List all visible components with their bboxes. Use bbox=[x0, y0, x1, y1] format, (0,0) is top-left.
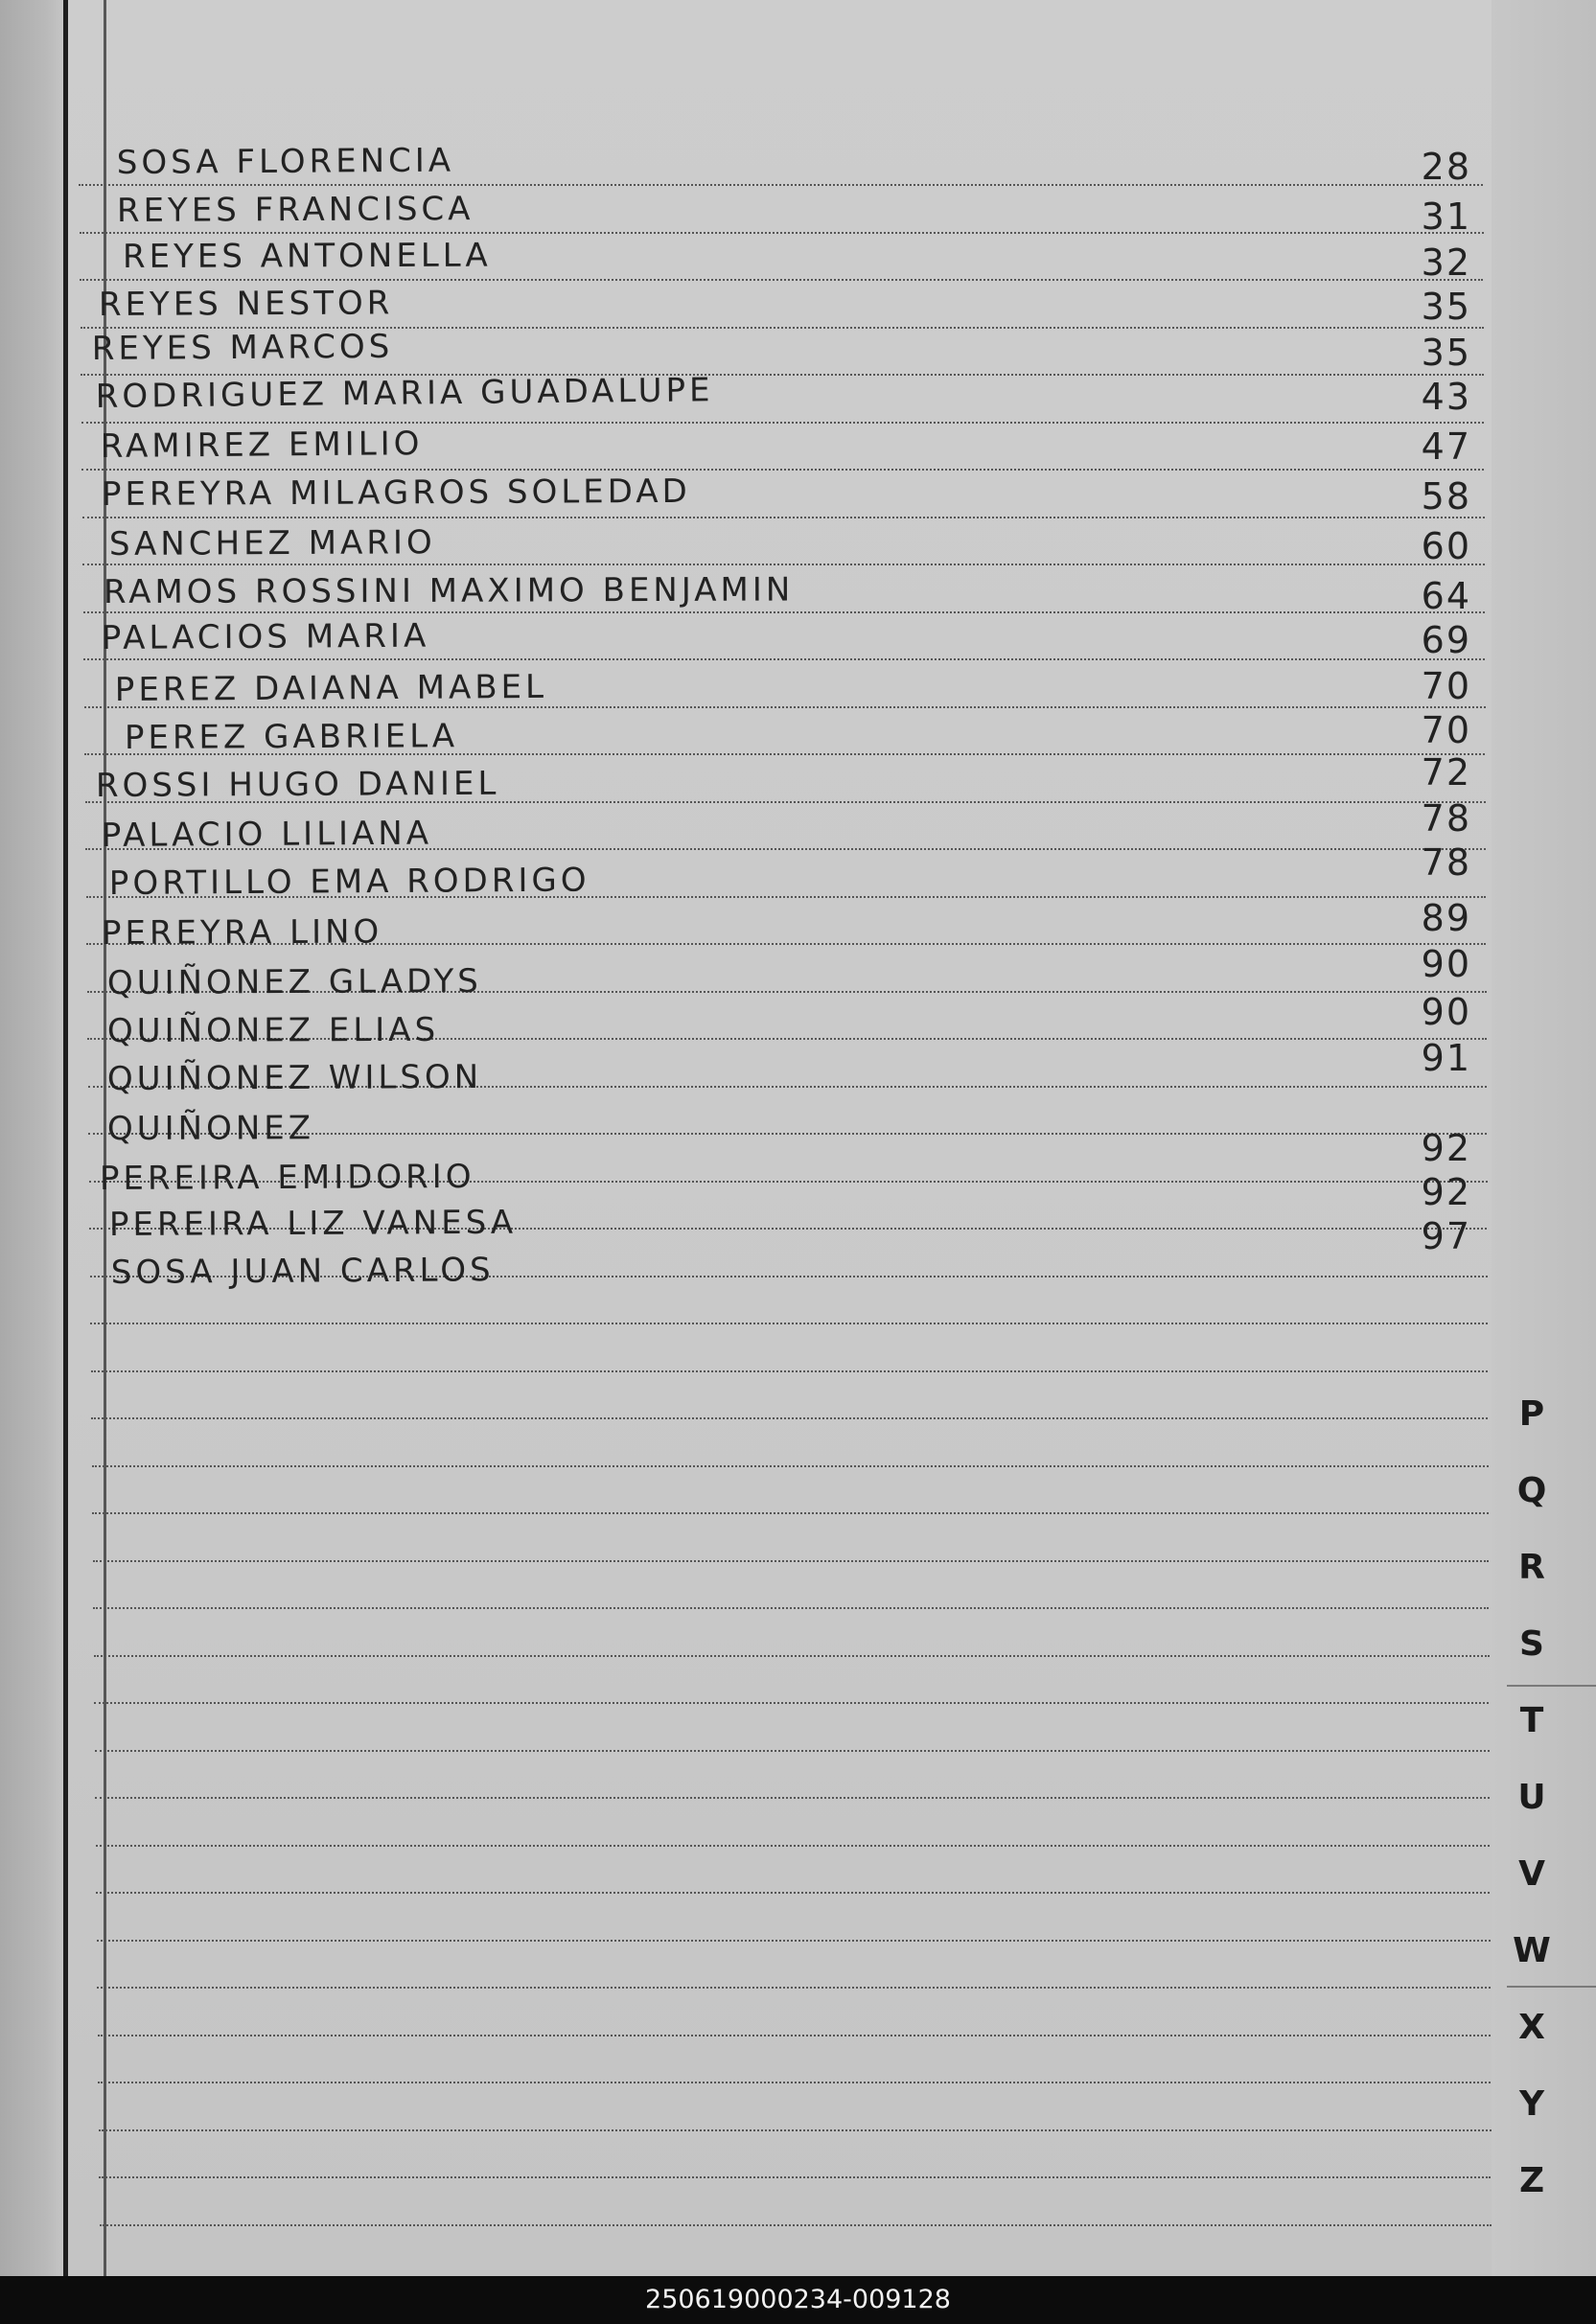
entry-page-number: 32 bbox=[1421, 242, 1471, 284]
entry-name: QUIÑONEZ GLADYS bbox=[106, 961, 482, 1002]
entry-page-number: 35 bbox=[1421, 286, 1471, 328]
entry-page-number: 69 bbox=[1421, 619, 1471, 661]
ruled-line bbox=[97, 1987, 1491, 1989]
entry-name: PEREZ GABRIELA bbox=[124, 717, 459, 757]
ruled-line bbox=[99, 2129, 1492, 2131]
entry-name: ROSSI HUGO DANIEL bbox=[95, 764, 500, 805]
entry-page-number: 72 bbox=[1421, 751, 1471, 794]
index-tab-letter[interactable]: Y bbox=[1518, 2084, 1545, 2124]
tab-divider bbox=[1507, 1685, 1596, 1687]
index-tab-letter[interactable]: S bbox=[1519, 1624, 1544, 1664]
binding-spine bbox=[63, 0, 68, 2276]
entry-name: RAMOS ROSSINI MAXIMO BENJAMIN bbox=[103, 570, 795, 611]
ruled-line bbox=[97, 1940, 1491, 1942]
ruled-line bbox=[95, 1750, 1490, 1752]
index-tab-letter[interactable]: X bbox=[1518, 2008, 1545, 2047]
entry-page-number: 35 bbox=[1421, 332, 1471, 374]
entry-page-number: 91 bbox=[1421, 1037, 1471, 1079]
entry-page-number: 90 bbox=[1421, 991, 1471, 1033]
entry-page-number: 78 bbox=[1421, 841, 1471, 884]
entry-name: RAMIREZ EMILIO bbox=[100, 425, 424, 466]
ruled-line bbox=[80, 232, 1484, 234]
entry-page-number: 64 bbox=[1421, 575, 1471, 617]
entry-name: QUIÑONEZ ELIAS bbox=[106, 1010, 440, 1050]
document-code: 250619000234-009128 bbox=[645, 2285, 951, 2314]
entry-name: REYES NESTOR bbox=[98, 284, 394, 324]
entry-name: REYES FRANCISCA bbox=[116, 190, 474, 230]
page-left-margin bbox=[0, 0, 65, 2276]
entry-name: QUIÑONEZ WILSON bbox=[106, 1057, 483, 1098]
entry-name: PORTILLO EMA RODRIGO bbox=[108, 861, 590, 903]
ruled-line bbox=[83, 611, 1485, 613]
index-tab-letter[interactable]: V bbox=[1518, 1854, 1545, 1894]
ruled-line bbox=[80, 279, 1483, 281]
entry-page-number: 90 bbox=[1421, 943, 1471, 985]
ruled-line bbox=[100, 2224, 1492, 2226]
ruled-line bbox=[82, 517, 1485, 518]
index-tab-letter[interactable]: Z bbox=[1518, 2161, 1545, 2200]
entry-name: REYES MARCOS bbox=[91, 327, 394, 368]
entry-name: SANCHEZ MARIO bbox=[108, 523, 436, 564]
entry-page-number: 78 bbox=[1421, 797, 1471, 840]
ruled-line bbox=[92, 1512, 1489, 1514]
index-tab-letter[interactable]: Q bbox=[1516, 1471, 1547, 1510]
ruled-line bbox=[83, 658, 1485, 660]
ruled-line bbox=[90, 1323, 1488, 1324]
entry-name: PEREIRA LIZ VANESA bbox=[108, 1203, 518, 1244]
entry-name: PALACIOS MARIA bbox=[101, 616, 430, 657]
ruled-line bbox=[99, 2176, 1491, 2178]
ruled-line bbox=[79, 184, 1483, 186]
index-tab-letter[interactable]: T bbox=[1519, 1701, 1544, 1740]
entry-page-number: 70 bbox=[1421, 709, 1471, 751]
index-tab-letter[interactable]: W bbox=[1513, 1931, 1551, 1970]
entry-page-number: 58 bbox=[1421, 475, 1471, 518]
entry-name: RODRIGUEZ MARIA GUADALUPE bbox=[95, 371, 714, 416]
entry-page-number: 70 bbox=[1421, 665, 1471, 707]
entry-name: REYES ANTONELLA bbox=[122, 236, 492, 276]
index-tab-letter[interactable]: U bbox=[1517, 1778, 1546, 1817]
ruled-line bbox=[94, 1702, 1489, 1704]
index-tab-letter[interactable]: R bbox=[1518, 1548, 1545, 1587]
entry-page-number: 97 bbox=[1421, 1215, 1471, 1257]
entry-page-number: 89 bbox=[1421, 897, 1471, 939]
ruled-line bbox=[96, 1845, 1490, 1847]
ruled-line bbox=[81, 422, 1484, 424]
entry-page-number: 31 bbox=[1421, 196, 1471, 238]
entry-name: PEREYRA LINO bbox=[101, 912, 383, 953]
entry-name: PEREIRA EMIDORIO bbox=[99, 1157, 475, 1198]
entry-name: PALACIO LILIANA bbox=[101, 814, 433, 855]
entry-page-number: 47 bbox=[1421, 426, 1471, 468]
ruled-line bbox=[95, 1797, 1490, 1799]
entry-page-number: 28 bbox=[1421, 146, 1471, 188]
ruled-line bbox=[96, 1892, 1490, 1894]
ruled-line bbox=[81, 469, 1484, 471]
entry-page-number: 60 bbox=[1421, 525, 1471, 567]
entry-page-number: 92 bbox=[1421, 1171, 1471, 1213]
index-tab-letter[interactable]: P bbox=[1518, 1394, 1545, 1434]
entry-name: PEREYRA MILAGROS SOLEDAD bbox=[101, 472, 691, 514]
ruled-line bbox=[82, 564, 1485, 565]
entry-name: QUIÑONEZ bbox=[106, 1109, 315, 1148]
entry-page-number: 43 bbox=[1421, 376, 1471, 418]
ruled-line bbox=[91, 1370, 1488, 1372]
entry-page-number: 92 bbox=[1421, 1127, 1471, 1169]
entry-name: PEREZ DAIANA MABEL bbox=[114, 667, 548, 709]
ruled-line bbox=[98, 2035, 1491, 2036]
ruled-line bbox=[92, 1465, 1489, 1467]
entry-name: SOSA JUAN CARLOS bbox=[110, 1251, 495, 1292]
ruled-line bbox=[98, 2082, 1491, 2083]
tab-divider bbox=[1507, 1986, 1596, 1988]
ruled-line bbox=[93, 1560, 1489, 1562]
ruled-line bbox=[93, 1607, 1489, 1609]
entry-name: SOSA FLORENCIA bbox=[116, 141, 455, 182]
ruled-line bbox=[91, 1417, 1488, 1419]
ruled-line bbox=[94, 1655, 1490, 1657]
